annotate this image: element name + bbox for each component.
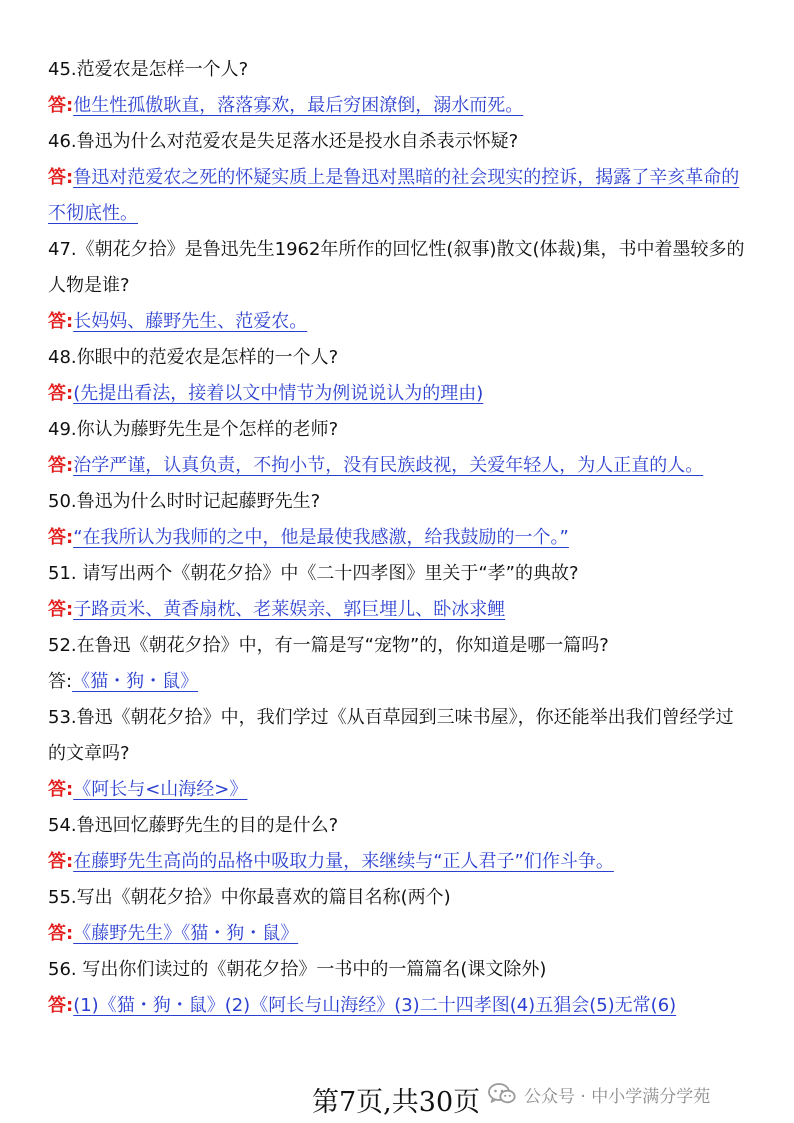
question: 53.鲁迅《朝花夕拾》中，我们学过《从百草园到三味书屋》，你还能举出我们曾经学过的文章吗?: [48, 707, 734, 764]
page-number: 第7页,共30页: [312, 1087, 481, 1118]
answer-label: 答:: [48, 995, 74, 1016]
wechat-icon: [488, 1083, 516, 1105]
answer-text: 治学严谨，认真负责，不拘小节，没有民族歧视，关爱年轻人，为人正直的人。: [73, 455, 704, 476]
question: 55.写出《朝花夕拾》中你最喜欢的篇目名称(两个): [48, 887, 451, 908]
answer-text: 《藤野先生》《猫・狗・鼠》: [73, 923, 299, 944]
answer: [48, 160, 748, 232]
answer: [48, 88, 748, 124]
answer-label: 答:: [48, 311, 74, 332]
question: 52.在鲁迅《朝花夕拾》中，有一篇是写“宠物”的，你知道是哪一篇吗?: [48, 635, 609, 656]
qa-item-55: [48, 880, 748, 952]
question: 47.《朝花夕拾》是鲁迅先生1962年所作的回忆性(叙事)散文(体裁)集，书中着墨较多的人物是谁?: [48, 239, 745, 296]
answer-label: 答:: [48, 95, 74, 116]
question: 51. 请写出两个《朝花夕拾》中《二十四孝图》里关于“孝”的典故?: [48, 563, 579, 584]
answer-text: 《猫・狗・鼠》: [72, 671, 199, 692]
answer-text: 鲁迅对范爱农之死的怀疑实质上是鲁迅对黑暗的社会现实的控诉，揭露了辛亥革命的不彻底性。: [48, 167, 740, 224]
qa-item-56: [48, 952, 748, 1024]
answer: [48, 664, 748, 700]
answer: [48, 448, 748, 484]
answer-label: 答:: [48, 779, 74, 800]
answer-text: 他生性孤傲耿直，落落寡欢，最后穷困潦倒，溺水而死。: [73, 95, 524, 116]
answer-label: 答:: [48, 851, 74, 872]
answer-label: 答:: [48, 527, 74, 548]
question: 56. 写出你们读过的《朝花夕拾》一书中的一篇篇名(课文除外): [48, 959, 547, 980]
question: 49.你认为藤野先生是个怎样的老师?: [48, 419, 339, 440]
qa-item-54: [48, 808, 748, 880]
answer-text: 在藤野先生高尚的品格中吸取力量，来继续与“正人君子”们作斗争。: [73, 851, 614, 872]
question: 45.范爱农是怎样一个人?: [48, 59, 249, 80]
answer-label: 答:: [48, 923, 74, 944]
qa-item-49: [48, 412, 748, 484]
answer-text: 《阿长与<山海经>》: [73, 779, 248, 800]
answer-label: 答:: [48, 383, 74, 404]
answer: [48, 304, 748, 340]
answer-label: 答:: [48, 455, 74, 476]
answer-label: 答:: [48, 167, 74, 188]
answer: [48, 916, 748, 952]
qa-item-47: [48, 232, 748, 340]
watermark-text: 公众号 · 中小学满分学苑: [524, 1086, 711, 1107]
question: 48.你眼中的范爱农是怎样的一个人?: [48, 347, 339, 368]
answer: [48, 772, 748, 808]
answer-label: 答:: [48, 671, 73, 692]
qa-list: [48, 52, 748, 1024]
answer-text: (先提出看法，接着以文中情节为例说说认为的理由): [73, 383, 484, 404]
answer-text: “在我所认为我师的之中，他是最使我感激，给我鼓励的一个。”: [73, 527, 569, 548]
answer-text: 长妈妈、藤野先生、范爱农。: [73, 311, 308, 332]
answer: [48, 988, 748, 1024]
watermark: [488, 1078, 710, 1110]
answer-text: 子路贡米、黄香扇枕、老莱娱亲、郭巨埋儿、卧冰求鲤: [73, 599, 506, 620]
question: 54.鲁迅回忆藤野先生的目的是什么?: [48, 815, 339, 836]
question: 50.鲁迅为什么时时记起藤野先生?: [48, 491, 321, 512]
qa-item-53: [48, 700, 748, 808]
question: 46.鲁迅为什么对范爱农是失足落水还是投水自杀表示怀疑?: [48, 131, 519, 152]
qa-item-50: [48, 484, 748, 556]
answer-text: (1)《猫・狗・鼠》(2)《阿长与山海经》(3)二十四孝图(4)五猖会(5)无常(6): [73, 995, 677, 1016]
page-footer: [0, 1078, 794, 1118]
answer: [48, 520, 748, 556]
qa-item-46: [48, 124, 748, 232]
qa-item-52: [48, 628, 748, 700]
answer: [48, 376, 748, 412]
qa-item-48: [48, 340, 748, 412]
answer-label: 答:: [48, 599, 74, 620]
answer: [48, 844, 748, 880]
answer: [48, 592, 748, 628]
qa-item-51: [48, 556, 748, 628]
qa-item-45: [48, 52, 748, 124]
